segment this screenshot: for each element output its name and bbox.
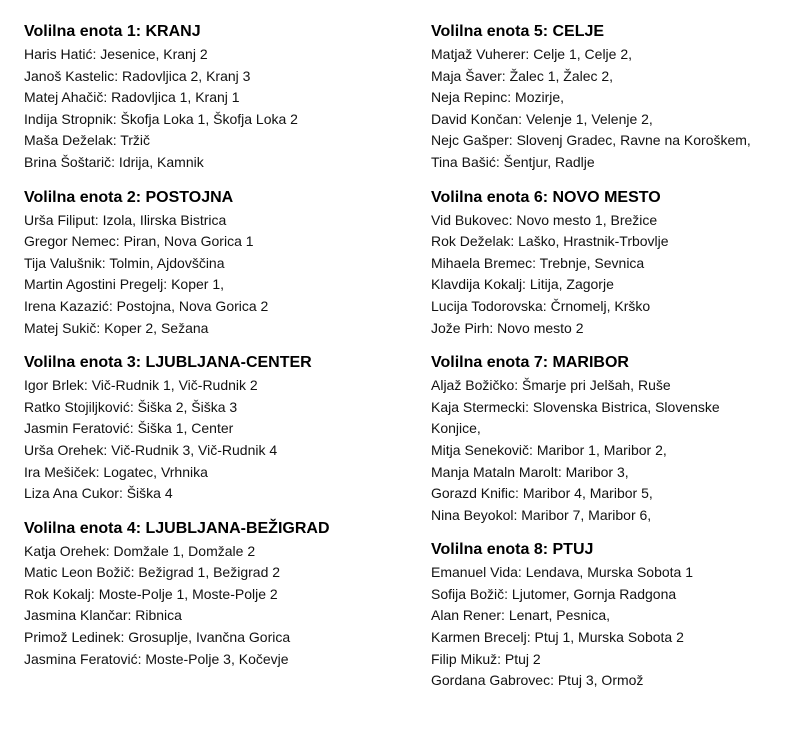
- candidate-entry: Janoš Kastelic: Radovljica 2, Kranj 3: [24, 67, 251, 84]
- candidate-entry: Katja Orehek: Domžale 1, Domžale 2: [24, 542, 256, 559]
- unit-title: Volilna enota 7: MARIBOR: [431, 354, 629, 372]
- candidate-list: [431, 562, 791, 692]
- candidate-entry: Gordana Gabrovec: Ptuj 3, Ormož: [431, 672, 644, 689]
- unit-title: Volilna enota 8: PTUJ: [431, 541, 594, 559]
- electoral-unit-8: [431, 540, 791, 692]
- candidate-entry: Ira Mešiček: Logatec, Vrhnika: [24, 463, 208, 480]
- candidate-entry: Matic Leon Božič: Bežigrad 1, Bežigrad 2: [24, 564, 281, 581]
- candidate-entry: Ratko Stojiljković: Šiška 2, Šiška 3: [24, 398, 238, 415]
- candidate-entry: Jasmin Feratović: Šiška 1, Center: [24, 420, 234, 437]
- candidate-entry: Kaja Stermecki: Slovenska Bistrica, Slovenske Konjice,: [431, 398, 720, 437]
- candidate-entry: Urša Filiput: Izola, Ilirska Bistrica: [24, 211, 227, 228]
- candidate-entry: Tija Valušnik: Tolmin, Ajdovščina: [24, 254, 225, 271]
- candidate-list: [24, 541, 414, 671]
- candidate-entry: Jasmina Feratović: Moste-Polje 3, Kočevje: [24, 650, 289, 667]
- electoral-unit-6: [431, 188, 791, 340]
- candidate-entry: Filip Mikuž: Ptuj 2: [431, 650, 541, 667]
- candidate-list: [24, 44, 414, 174]
- candidate-entry: Mitja Senekovič: Maribor 1, Maribor 2,: [431, 441, 667, 458]
- candidate-entry: Manja Mataln Marolt: Maribor 3,: [431, 463, 629, 480]
- candidate-entry: Jože Pirh: Novo mesto 2: [431, 319, 584, 336]
- candidate-entry: Rok Kokalj: Moste-Polje 1, Moste-Polje 2: [24, 585, 278, 602]
- unit-title: Volilna enota 5: CELJE: [431, 23, 605, 40]
- unit-title: Volilna enota 1: KRANJ: [24, 23, 201, 40]
- candidate-entry: Tina Bašić: Šentjur, Radlje: [431, 153, 595, 170]
- candidate-entry: Gorazd Knific: Maribor 4, Maribor 5,: [431, 485, 653, 502]
- electoral-unit-5: [431, 22, 791, 174]
- candidate-entry: Igor Brlek: Vič-Rudnik 1, Vič-Rudnik 2: [24, 377, 258, 394]
- candidate-entry: Irena Kazazić: Postojna, Nova Gorica 2: [24, 297, 269, 314]
- right-column: [431, 22, 791, 706]
- candidate-entry: Mihaela Bremec: Trebnje, Sevnica: [431, 254, 645, 271]
- candidate-entry: David Končan: Velenje 1, Velenje 2,: [431, 110, 653, 127]
- candidate-entry: Alan Rener: Lenart, Pesnica,: [431, 607, 610, 624]
- candidate-entry: Klavdija Kokalj: Litija, Zagorje: [431, 276, 614, 293]
- candidate-entry: Matjaž Vuherer: Celje 1, Celje 2,: [431, 46, 633, 62]
- unit-title: Volilna enota 4: LJUBLJANA-BEŽIGRAD: [24, 519, 330, 537]
- candidate-entry: Rok Deželak: Laško, Hrastnik-Trbovlje: [431, 233, 669, 250]
- left-column: [24, 22, 414, 684]
- candidate-entry: Matej Sukič: Koper 2, Sežana: [24, 319, 209, 336]
- candidate-entry: Lucija Todorovska: Črnomelj, Krško: [431, 297, 651, 314]
- candidate-list: [24, 210, 414, 340]
- candidate-entry: Jasmina Klančar: Ribnica: [24, 607, 182, 624]
- electoral-unit-1: [24, 22, 414, 174]
- candidate-entry: Haris Hatić: Jesenice, Kranj 2: [24, 46, 208, 62]
- candidate-entry: Maša Deželak: Tržič: [24, 132, 151, 149]
- candidate-entry: Maja Šaver: Žalec 1, Žalec 2,: [431, 67, 614, 84]
- candidate-entry: Brina Šoštarič: Idrija, Kamnik: [24, 153, 204, 170]
- candidate-entry: Neja Repinc: Mozirje,: [431, 89, 565, 106]
- candidate-entry: Nejc Gašper: Slovenj Gradec, Ravne na Koroškem,: [431, 132, 751, 149]
- candidate-entry: Urša Orehek: Vič-Rudnik 3, Vič-Rudnik 4: [24, 441, 278, 458]
- candidate-entry: Aljaž Božičko: Šmarje pri Jelšah, Ruše: [431, 377, 671, 394]
- candidate-entry: Emanuel Vida: Lendava, Murska Sobota 1: [431, 564, 694, 581]
- candidate-entry: Gregor Nemec: Piran, Nova Gorica 1: [24, 233, 254, 250]
- candidate-entry: Primož Ledinek: Grosuplje, Ivančna Gorica: [24, 629, 291, 646]
- candidate-entry: Sofija Božič: Ljutomer, Gornja Radgona: [431, 585, 677, 602]
- candidate-entry: Matej Ahačič: Radovljica 1, Kranj 1: [24, 89, 240, 106]
- candidate-entry: Karmen Brecelj: Ptuj 1, Murska Sobota 2: [431, 629, 684, 646]
- candidate-entry: Indija Stropnik: Škofja Loka 1, Škofja Loka 2: [24, 110, 298, 127]
- candidate-entry: Martin Agostini Pregelj: Koper 1,: [24, 276, 224, 293]
- electoral-unit-2: [24, 188, 414, 340]
- electoral-unit-4: [24, 519, 414, 671]
- candidate-entry: Liza Ana Cukor: Šiška 4: [24, 485, 173, 502]
- candidate-list: [431, 375, 791, 526]
- candidate-entry: Nina Beyokol: Maribor 7, Maribor 6,: [431, 506, 652, 523]
- unit-title: Volilna enota 3: LJUBLJANA-CENTER: [24, 354, 312, 372]
- candidate-list: [431, 210, 791, 340]
- unit-title: Volilna enota 6: NOVO MESTO: [431, 188, 661, 206]
- candidate-list: [24, 375, 414, 505]
- candidate-list: [431, 44, 791, 174]
- unit-title: Volilna enota 2: POSTOJNA: [24, 188, 234, 206]
- candidate-entry: Vid Bukovec: Novo mesto 1, Brežice: [431, 211, 658, 228]
- electoral-unit-7: [431, 353, 791, 526]
- electoral-unit-3: [24, 353, 414, 505]
